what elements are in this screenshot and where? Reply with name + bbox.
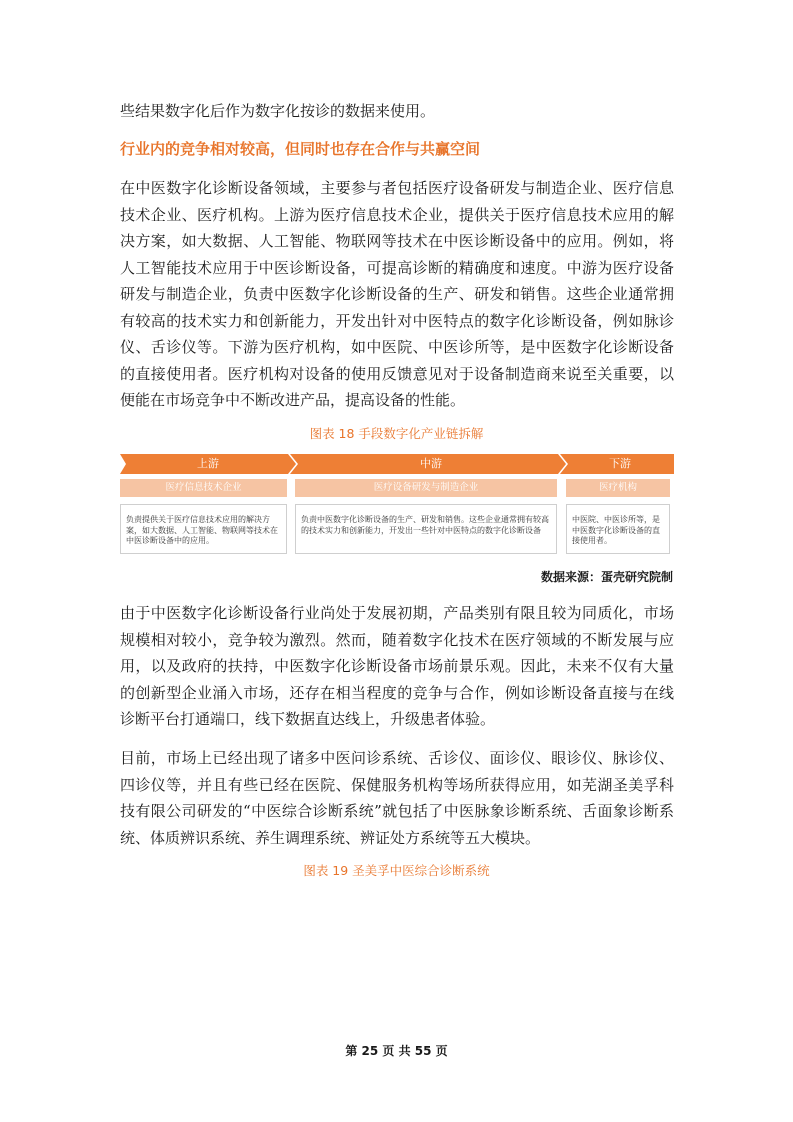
midstream-role-box: 医疗设备研发与制造企业 xyxy=(295,479,557,497)
stage-downstream-label: 下游 xyxy=(609,457,631,470)
downstream-role-box: 医疗机构 xyxy=(566,479,670,497)
paragraph-market-products: 目前，市场上已经出现了诸多中医问诊系统、舌诊仪、面诊仪、眼诊仪、脉诊仪、四诊仪等，并且有些已经在医院、保健服务机构等场所获得应用，如芜湖圣美孚科技有限公司研发的“中医综合诊断系统”就包括了中医脉象诊断系统、舌面象诊断系统、体质辨识系统、养生调理系统、辨证处方系统等五大模块。 xyxy=(120,749,674,847)
downstream-description: 中医院、中医诊所等，是中医数字化诊断设备的直接使用者。 xyxy=(566,504,670,554)
page-number-footer: 第 25 页 共 55 页 xyxy=(345,1044,448,1058)
upstream-description: 负责提供关于医疗信息技术应用的解决方案，如大数据、人工智能、物联网等技术在中医诊断设备中的应用。 xyxy=(120,504,287,554)
figure-18-source: 数据来源：蛋壳研究院制 xyxy=(540,570,673,584)
section-heading: 行业内的竞争相对较高，但同时也存在合作与共赢空间 xyxy=(120,140,481,158)
stage-midstream-label: 中游 xyxy=(420,457,442,470)
paragraph-intro-tail: 些结果数字化后作为数字化按诊的数据来使用。 xyxy=(120,102,436,120)
industry-chain-diagram xyxy=(120,452,674,557)
figure-19-caption: 图表 19 圣美孚中医综合诊断系统 xyxy=(303,863,490,878)
stage-upstream-label: 上游 xyxy=(197,457,219,470)
upstream-role-box: 医疗信息技术企业 xyxy=(120,479,287,497)
midstream-description: 负责中医数字化诊断设备的生产、研发和销售。这些企业通常拥有较高的技术实力和创新能力，开发出一些针对中医特点的数字化诊断设备 xyxy=(295,504,557,554)
paragraph-competition: 由于中医数字化诊断设备行业尚处于发展初期，产品类别有限且较为同质化，市场规模相对较小，竞争较为激烈。然而，随着数字化技术在医疗领域的不断发展与应用，以及政府的扶持，中医数字化诊断设备市场前景乐观。因此，未来不仅有大量的创新型企业涌入市场，还存在相当程度的竞争与合作，例如诊断设备直接与在线诊断平台打通端口，线下数据直达线上，升级患者体验。 xyxy=(120,604,674,728)
paragraph-industry-chain: 在中医数字化诊断设备领域，主要参与者包括医疗设备研发与制造企业、医疗信息技术企业、医疗机构。上游为医疗信息技术企业，提供关于医疗信息技术应用的解决方案，如大数据、人工智能、物联网等技术在中医诊断设备中的应用。例如，将人工智能技术应用于中医诊断设备，可提高诊断的精确度和速度。中游为医疗设备研发与制造企业，负责中医数字化诊断设备的生产、研发和销售。这些企业通常拥有较高的技术实力和创新能力，开发出针对中医特点的数字化诊断设备，例如脉诊仪、舌诊仪等。下游为医疗机构，如中医院、中医诊所等，是中医数字化诊断设备的直接使用者。医疗机构对设备的使用反馈意见对于设备制造商来说至关重要，以便能在市场竞争中不断改进产品，提高设备的性能。 xyxy=(120,179,674,409)
figure-18-caption: 图表 18 手段数字化产业链拆解 xyxy=(309,426,484,441)
